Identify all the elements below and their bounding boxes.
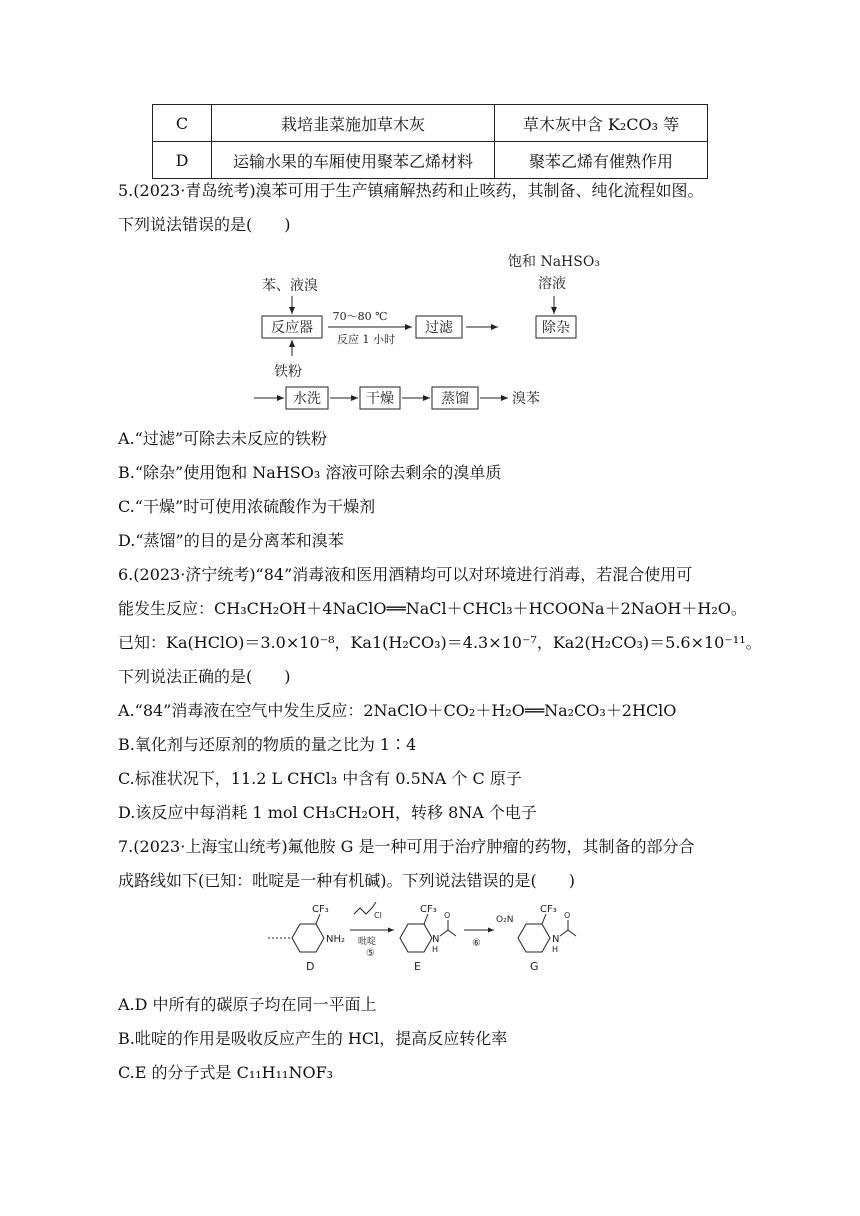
bromobenzene-flowchart bbox=[240, 252, 600, 412]
table-cell-option: C bbox=[153, 105, 212, 142]
table-cell-reason: 草木灰中含 K₂CO₃ 等 bbox=[495, 105, 708, 142]
q5-option-c: C.“干燥”时可使用浓硫酸作为干燥剂 bbox=[118, 497, 376, 516]
q5-stem-line2: 下列说法错误的是( ) bbox=[118, 215, 291, 234]
q7-option-a: A.D 中所有的碳原子均在同一平面上 bbox=[118, 995, 377, 1014]
box-wash: 水洗 bbox=[293, 391, 321, 407]
g-n: N bbox=[552, 934, 560, 945]
product-bromobenzene: 溴苯 bbox=[512, 391, 540, 407]
table-cell-measure: 运输水果的车厢使用聚苯乙烯材料 bbox=[212, 142, 495, 179]
step-5: ⑤ bbox=[366, 948, 375, 959]
table-row bbox=[153, 105, 708, 142]
reagent-iron: 铁粉 bbox=[274, 364, 302, 380]
label-e: E bbox=[414, 960, 421, 973]
condition-temp: 70～80 ℃ bbox=[332, 310, 388, 323]
q6-stem-line4: 下列说法正确的是( ) bbox=[118, 667, 291, 686]
reagent-nahso3: 饱和 NaHSO₃ bbox=[508, 254, 600, 270]
table-row bbox=[153, 142, 708, 179]
q7-option-c: C.E 的分子式是 C₁₁H₁₁NOF₃ bbox=[118, 1063, 334, 1082]
q6-stem-line2: 能发生反应：CH₃CH₂OH＋4NaClO══NaCl＋CHCl₃＋HCOONa＋2NaOH＋H₂O。 bbox=[118, 599, 747, 618]
q6-stem-line1: 6.(2023·济宁统考)“84”消毒液和医用酒精均可以对环境进行消毒，若混合使用可 bbox=[118, 565, 693, 584]
g-cf3: CF₃ bbox=[540, 904, 557, 915]
q6-option-d: D.该反应中每消耗 1 mol CH₃CH₂OH，转移 8NA 个电子 bbox=[118, 803, 537, 822]
q5-option-b: B.“除杂”使用饱和 NaHSO₃ 溶液可除去剩余的溴单质 bbox=[118, 463, 502, 482]
synthesis-scheme bbox=[268, 900, 608, 980]
e-o: O bbox=[444, 911, 451, 920]
d-cf3: CF₃ bbox=[312, 904, 329, 915]
label-g: G bbox=[530, 960, 539, 973]
condition-time: 反应 1 小时 bbox=[337, 333, 395, 346]
g-o: O bbox=[564, 911, 571, 920]
q7-stem-line2: 成路线如下(已知：吡啶是一种有机碱)。下列说法错误的是( ) bbox=[118, 871, 575, 890]
reagent-benzene-bromine: 苯、液溴 bbox=[262, 278, 318, 294]
q7-stem-line1: 7.(2023·上海宝山统考)氟他胺 G 是一种可用于治疗肿瘤的药物，其制备的部分合 bbox=[118, 837, 695, 856]
g-no2: O₂N bbox=[496, 915, 514, 925]
box-reactor: 反应器 bbox=[271, 320, 313, 336]
options-table bbox=[152, 104, 708, 179]
e-h: H bbox=[432, 945, 439, 954]
q6-stem-line3: 已知：Ka(HClO)＝3.0×10⁻⁸，Ka1(H₂CO₃)＝4.3×10⁻⁷，Ka2(H₂CO₃)＝5.6×10⁻¹¹。 bbox=[118, 633, 762, 652]
q5-option-a: A.“过滤”可除去未反应的铁粉 bbox=[118, 429, 328, 448]
q6-option-c: C.标准状况下，11.2 L CHCl₃ 中含有 0.5NA 个 C 原子 bbox=[118, 769, 522, 788]
q6-option-b: B.氧化剂与还原剂的物质的量之比为 1∶4 bbox=[118, 735, 417, 754]
step-6: ⑥ bbox=[472, 938, 481, 949]
box-distill: 蒸馏 bbox=[441, 391, 469, 407]
table-cell-measure: 栽培韭菜施加草木灰 bbox=[212, 105, 495, 142]
table-cell-option: D bbox=[153, 142, 212, 179]
e-cf3: CF₃ bbox=[420, 904, 437, 915]
q5-option-d: D.“蒸馏”的目的是分离苯和溴苯 bbox=[118, 531, 344, 550]
reagent-cl: Cl bbox=[374, 911, 382, 920]
q6-option-a: A.“84”消毒液在空气中发生反应：2NaClO＋CO₂＋H₂O══Na₂CO₃＋2HClO bbox=[118, 701, 677, 720]
reagent-pyridine: 吡啶 bbox=[358, 937, 377, 947]
label-d: D bbox=[306, 960, 315, 973]
table-cell-reason: 聚苯乙烯有催熟作用 bbox=[495, 142, 708, 179]
d-nh2: NH₂ bbox=[326, 934, 346, 945]
q7-option-b: B.吡啶的作用是吸收反应产生的 HCl，提高反应转化率 bbox=[118, 1029, 508, 1048]
box-purify: 除杂 bbox=[542, 320, 570, 336]
box-filter: 过滤 bbox=[425, 320, 453, 336]
reagent-nahso3-solution: 溶液 bbox=[538, 276, 566, 292]
q5-stem-line1: 5.(2023·青岛统考)溴苯可用于生产镇痛解热药和止咳药，其制备、纯化流程如图。 bbox=[118, 181, 704, 200]
g-h: H bbox=[552, 945, 559, 954]
e-n: N bbox=[432, 934, 440, 945]
box-dry: 干燥 bbox=[366, 391, 394, 407]
